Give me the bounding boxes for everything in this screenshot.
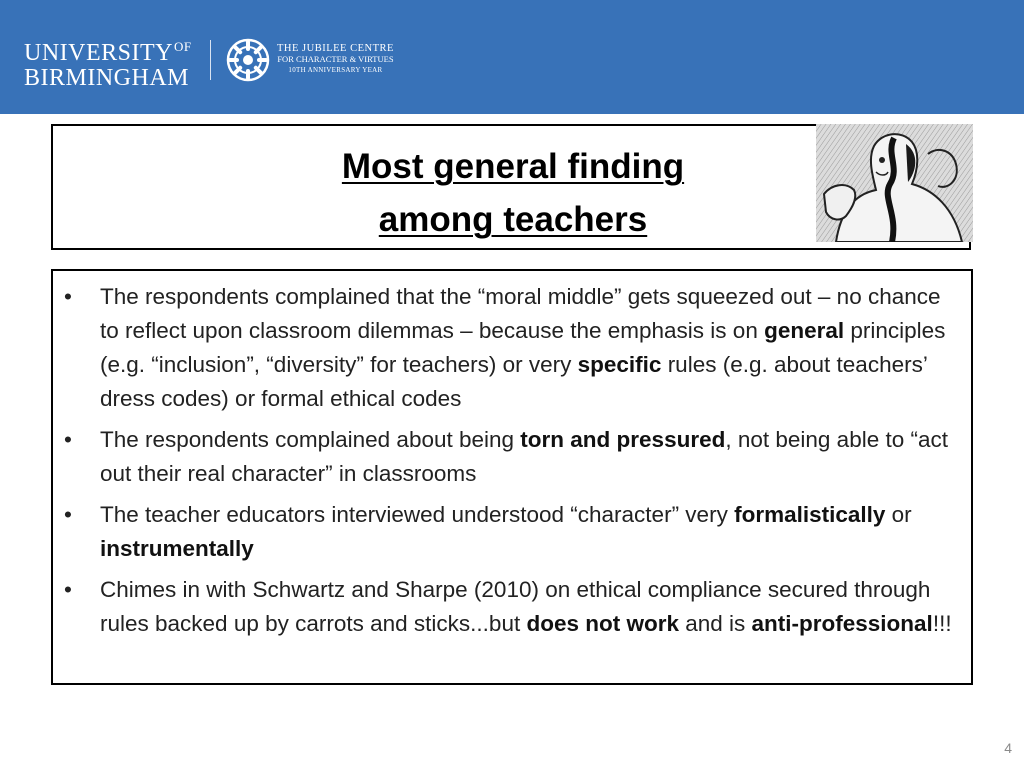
- emphasis-anti-professional: anti-professional: [751, 611, 933, 636]
- emphasis-specific: specific: [577, 352, 662, 377]
- bullet-list: [53, 280, 971, 648]
- jubilee-centre-emblem-icon: [226, 38, 270, 82]
- emphasis-torn-and-pressured: torn and pressured: [520, 427, 726, 452]
- jubilee-title: THE JUBILEE CENTRE: [277, 43, 394, 54]
- split-face-illustration: [816, 124, 973, 242]
- emphasis-does-not-work: does not work: [526, 611, 679, 636]
- bullet-dot: •: [64, 427, 72, 452]
- bullet-dot: •: [64, 284, 72, 309]
- logo-birmingham-text: BIRMINGHAM: [24, 65, 190, 91]
- logo-university-text: UNIVERSITY: [24, 40, 173, 66]
- logo-of-text: OF: [174, 39, 192, 54]
- slide-title-line2: among teachers: [378, 200, 648, 239]
- logo-divider: [210, 40, 211, 80]
- slide-number: 4: [1004, 740, 1012, 756]
- slide-title-line1: Most general finding: [341, 147, 685, 186]
- bullet-item-2: • The respondents complained about being torn and pressured, not being able to “act out their real character” in classrooms: [53, 423, 971, 491]
- emphasis-instrumentally: instrumentally: [100, 536, 254, 561]
- bullet-dot: •: [64, 502, 72, 527]
- bullet-item-1: • The respondents complained that the “moral middle” gets squeezed out – no chance to reflect upon classroom dilemmas – because the emphasis is on general principles (e.g. “inclusion”, “diversity” for teachers) or very specific rules (e.g. about teachers’ dress codes) or formal ethical codes: [53, 280, 971, 416]
- university-of-birmingham-logo: [24, 34, 192, 91]
- bullet-item-4: • Chimes in with Schwartz and Sharpe (2010) on ethical compliance secured through rules backed up by carrots and sticks...but does not work and is anti-professional!!!: [53, 573, 971, 641]
- bullet-item-3: • The teacher educators interviewed understood “character” very formalistically or instrumentally: [53, 498, 971, 566]
- header-band: [0, 0, 1024, 114]
- emphasis-formalistically: formalistically: [734, 502, 886, 527]
- jubilee-centre-logo-text: [277, 43, 394, 76]
- emphasis-general: general: [764, 318, 845, 343]
- jubilee-subtitle: FOR CHARACTER & VIRTUES: [277, 54, 394, 64]
- jubilee-anniversary: 10TH ANNIVERSARY YEAR: [288, 66, 383, 74]
- bullet-dot: •: [64, 577, 72, 602]
- content-box: [51, 269, 973, 685]
